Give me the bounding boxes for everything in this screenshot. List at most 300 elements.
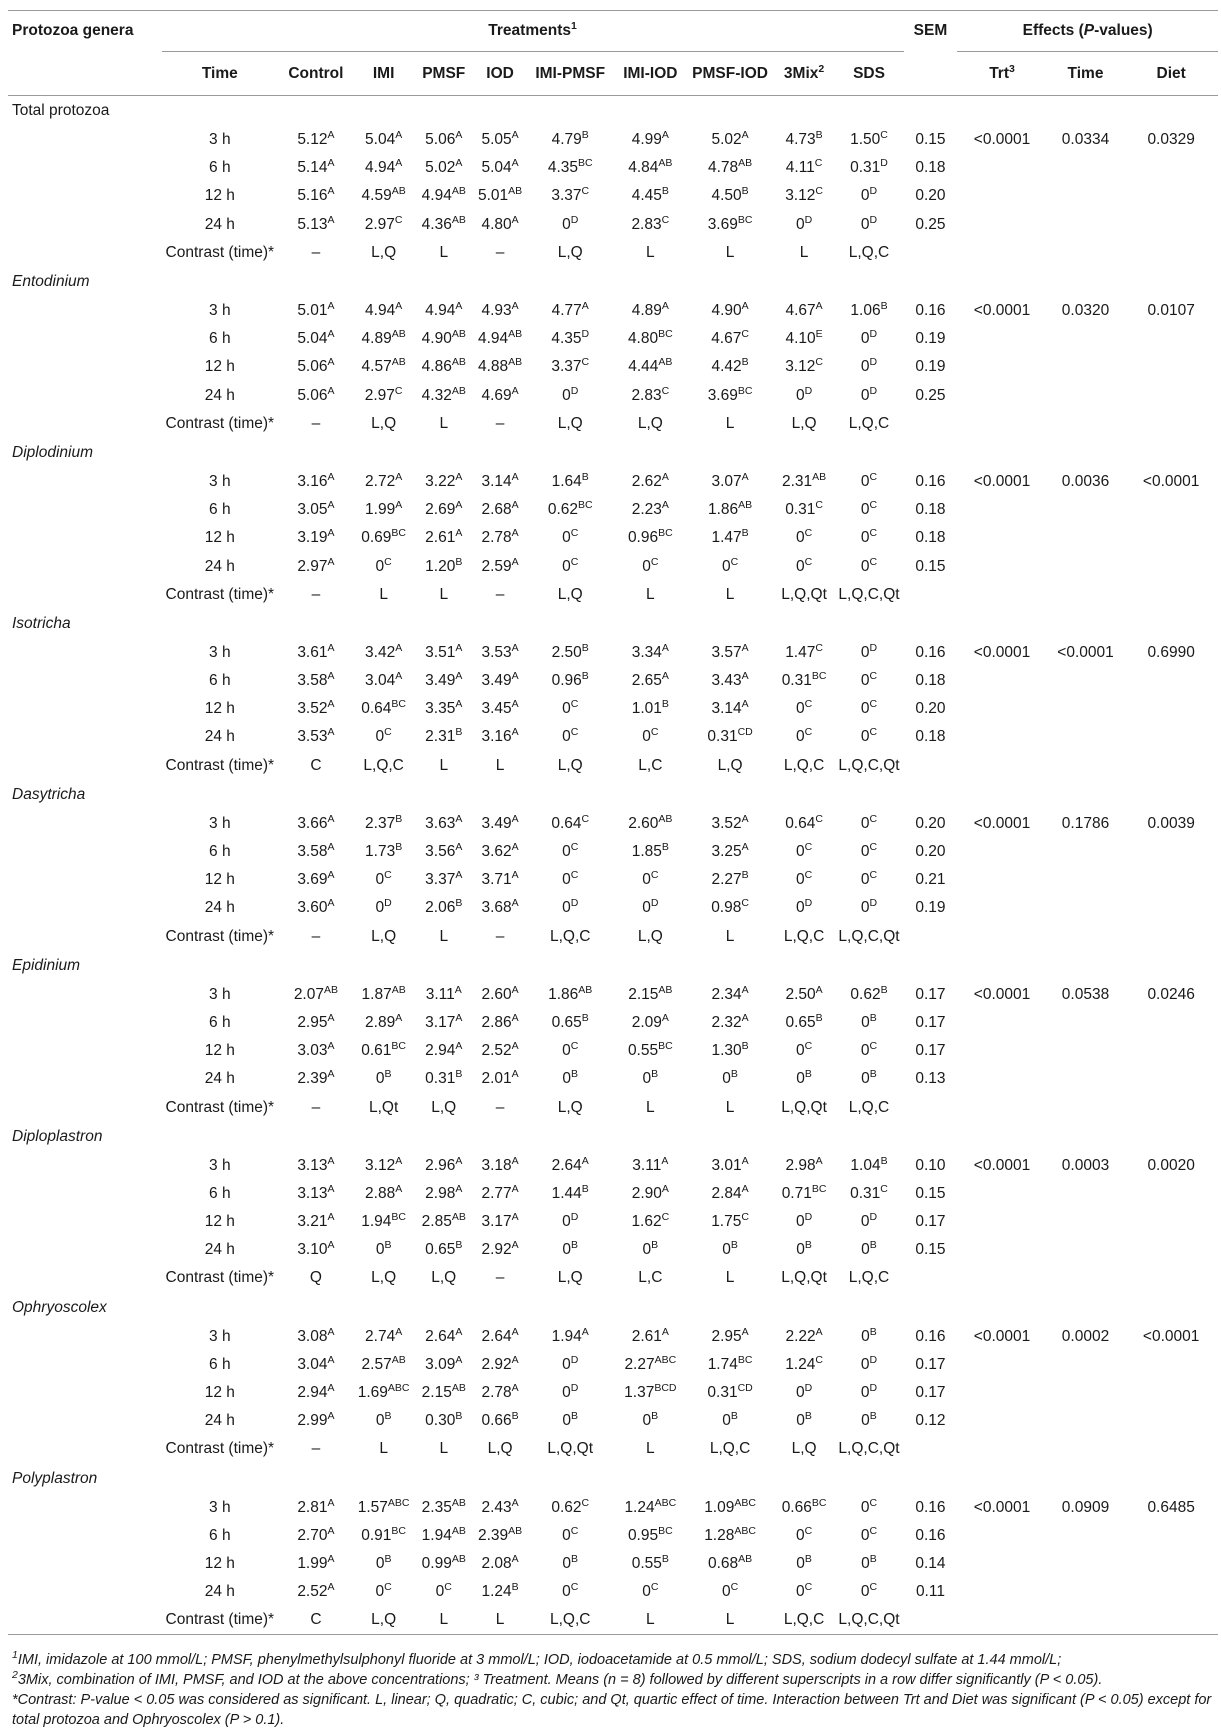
value-mean: 1.24: [481, 1583, 512, 1601]
row-spacer: [8, 1236, 162, 1264]
empty-cell: [1124, 752, 1218, 780]
value-superscript: A: [511, 869, 519, 882]
value-superscript: A: [327, 726, 335, 739]
value-mean: 3.37: [551, 358, 582, 376]
value-mean: 3.04: [297, 1355, 328, 1373]
value-cell: [614, 353, 686, 381]
value-cell: [414, 297, 474, 325]
value-superscript: B: [741, 869, 749, 882]
value-superscript: C: [804, 698, 813, 711]
empty-cell: [957, 723, 1046, 751]
value-cell: [614, 182, 686, 210]
value-superscript: C: [804, 527, 813, 540]
sem-cell: 0.15: [915, 1184, 946, 1202]
row-spacer: [8, 1264, 162, 1292]
value-superscript: B: [581, 1182, 589, 1195]
group-row: [8, 609, 1218, 639]
contrast-cell: L: [725, 585, 735, 603]
value-cell: [614, 1152, 686, 1180]
contrast-cell: L,Q,C: [783, 756, 825, 774]
contrast-cell: L,Q: [371, 927, 397, 945]
value-superscript: B: [571, 1239, 579, 1252]
value-cell: [414, 1494, 474, 1522]
value-mean: 2.99: [297, 1412, 328, 1430]
empty-cell: [1047, 752, 1125, 780]
empty-cell: [1047, 866, 1125, 894]
value-cell: [278, 981, 354, 1009]
value-cell: [774, 154, 835, 182]
value-mean: 3.52: [297, 700, 328, 718]
value-mean: 2.06: [425, 899, 456, 917]
empty-cell: [957, 866, 1046, 894]
value-mean: 4.69: [481, 386, 512, 404]
contrast-cell: L,Q,C: [709, 1440, 751, 1458]
table-row: [8, 182, 1218, 210]
empty-cell: [957, 353, 1046, 381]
value-cell: [474, 1065, 526, 1093]
row-spacer: [8, 353, 162, 381]
p-trt-cell: <0.0001: [973, 1156, 1031, 1174]
value-cell: [474, 126, 526, 154]
value-superscript: A: [327, 1382, 335, 1395]
empty-cell: [957, 239, 1046, 267]
sem-cell: 0.19: [915, 330, 946, 348]
value-superscript: D: [581, 328, 590, 341]
value-mean: 0: [795, 700, 805, 718]
value-mean: 3.17: [425, 1013, 456, 1031]
value-mean: 0: [562, 1213, 571, 1231]
contrast-row: [8, 1606, 1218, 1635]
sem-cell: 0.16: [915, 472, 946, 490]
value-superscript: C: [581, 812, 590, 825]
table-row: [8, 496, 1218, 524]
value-mean: 3.49: [481, 672, 512, 690]
value-cell: [278, 126, 354, 154]
value-mean: 2.78: [481, 1384, 512, 1402]
value-superscript: A: [327, 1068, 335, 1081]
value-cell: [414, 723, 474, 751]
value-cell: [414, 552, 474, 580]
value-superscript: ABC: [734, 1496, 756, 1509]
sem-cell: 0.15: [915, 1241, 946, 1259]
value-mean: 0: [860, 1583, 870, 1601]
value-cell: [834, 723, 903, 751]
value-mean: 0: [562, 1583, 571, 1601]
value-cell: [834, 1065, 903, 1093]
value-cell: [278, 695, 354, 723]
time-cell: 6 h: [209, 843, 231, 861]
value-cell: [474, 866, 526, 894]
value-mean: 0: [562, 386, 571, 404]
contrast-cell: L: [439, 585, 449, 603]
empty-cell: [1047, 325, 1125, 353]
value-mean: 0: [860, 215, 870, 233]
value-mean: 0: [642, 1070, 652, 1088]
value-cell: [686, 353, 773, 381]
value-cell: [774, 1522, 835, 1550]
time-cell: 6 h: [209, 501, 231, 519]
value-cell: [354, 866, 414, 894]
value-cell: [686, 297, 773, 325]
contrast-cell: L: [474, 1606, 526, 1635]
value-superscript: C: [650, 726, 659, 739]
value-cell: [614, 1550, 686, 1578]
value-mean: 2.62: [631, 472, 662, 490]
contrast-cell: L,Q: [791, 1440, 817, 1458]
value-cell: [354, 468, 414, 496]
contrast-row: [8, 410, 1218, 438]
value-mean: 3.14: [711, 700, 742, 718]
contrast-label: Contrast (time)*: [165, 1269, 275, 1287]
value-superscript: A: [327, 1154, 335, 1167]
value-mean: 0.95: [627, 1526, 659, 1544]
value-superscript: B: [384, 1410, 392, 1423]
value-superscript: B: [651, 1410, 659, 1423]
value-superscript: B: [741, 1040, 749, 1053]
footnotes: [12, 1650, 1212, 1730]
value-cell: [526, 1065, 614, 1093]
value-superscript: A: [455, 698, 463, 711]
value-mean: 0: [642, 1412, 652, 1430]
value-mean: 4.67: [785, 302, 816, 320]
value-cell: [474, 382, 526, 410]
value-mean: 0.65: [551, 1013, 582, 1031]
empty-cell: [1047, 1550, 1125, 1578]
value-cell: [414, 382, 474, 410]
value-superscript: C: [444, 1581, 452, 1594]
value-cell: [774, 1152, 835, 1180]
value-mean: 4.84: [628, 159, 659, 177]
value-mean: 3.01: [711, 1156, 742, 1174]
value-superscript: A: [511, 1154, 519, 1167]
row-spacer: [8, 923, 162, 951]
contrast-label: Contrast (time)*: [165, 414, 275, 432]
genus-name: Total protozoa: [12, 102, 110, 119]
contrast-cell: L,Q,C,Qt: [834, 1606, 903, 1635]
value-mean: 0: [642, 899, 651, 917]
value-cell: [278, 182, 354, 210]
contrast-cell: L: [646, 243, 655, 261]
table-row: [8, 1379, 1218, 1407]
value-mean: 5.12: [297, 131, 328, 149]
contrast-cell: L: [725, 243, 735, 261]
value-mean: 0.61: [361, 1042, 392, 1060]
col-pmsf: PMSF: [422, 64, 466, 82]
value-superscript: C: [869, 555, 878, 568]
value-mean: 4.86: [421, 358, 452, 376]
contrast-cell: –: [495, 1098, 505, 1116]
value-mean: 0: [860, 1526, 870, 1544]
value-mean: 3.53: [481, 643, 512, 661]
value-cell: [834, 838, 903, 866]
value-mean: 0: [562, 1412, 572, 1430]
value-superscript: A: [741, 670, 749, 683]
empty-cell: [957, 552, 1046, 580]
value-superscript: B: [815, 129, 823, 142]
empty-cell: [1047, 723, 1125, 751]
row-spacer: [8, 981, 162, 1009]
value-cell: [278, 1407, 354, 1435]
value-superscript: B: [455, 897, 463, 910]
value-cell: [834, 325, 903, 353]
value-superscript: BC: [658, 1040, 673, 1053]
value-superscript: C: [804, 1040, 813, 1053]
value-cell: [414, 894, 474, 922]
value-cell: [614, 1180, 686, 1208]
value-superscript: A: [661, 129, 669, 142]
value-superscript: A: [511, 129, 519, 142]
value-cell: [774, 353, 835, 381]
value-superscript: A: [395, 670, 403, 683]
empty-cell: [957, 923, 1046, 951]
sem-cell: 0.20: [915, 187, 946, 205]
value-mean: 4.90: [421, 330, 452, 348]
value-mean: 2.61: [425, 529, 456, 547]
row-spacer: [8, 810, 162, 838]
value-superscript: BC: [391, 527, 407, 540]
value-cell: [774, 468, 835, 496]
value-mean: 3.69: [707, 386, 738, 404]
genus-name: Diplodinium: [12, 443, 93, 461]
row-spacer: [8, 838, 162, 866]
value-cell: [774, 1208, 835, 1236]
contrast-row: [8, 581, 1218, 609]
value-mean: 0: [861, 1412, 870, 1430]
protozoa-table: [8, 10, 1218, 1635]
value-mean: 2.86: [481, 1013, 512, 1031]
value-superscript: A: [741, 812, 749, 825]
value-cell: [414, 639, 474, 667]
value-cell: [354, 1407, 414, 1435]
empty-cell: [1047, 1578, 1125, 1606]
value-cell: [278, 1236, 354, 1264]
value-cell: [774, 639, 835, 667]
value-mean: 3.51: [425, 643, 456, 661]
value-cell: [834, 182, 903, 210]
time-cell: 24 h: [204, 1070, 235, 1088]
value-mean: 0.30: [425, 1412, 456, 1430]
value-mean: 3.45: [481, 700, 512, 718]
value-cell: [686, 1323, 773, 1351]
value-mean: 0: [722, 1241, 731, 1259]
value-superscript: B: [395, 841, 403, 854]
value-superscript: A: [454, 983, 462, 996]
value-cell: [354, 1180, 414, 1208]
empty-cell: [957, 1009, 1046, 1037]
value-cell: [526, 894, 614, 922]
col-sds: SDS: [853, 64, 885, 82]
time-cell: 6 h: [209, 159, 231, 177]
value-superscript: A: [661, 1011, 669, 1024]
table-row: [8, 838, 1218, 866]
value-superscript: D: [869, 328, 878, 341]
value-mean: 4.42: [711, 358, 742, 376]
value-mean: 2.57: [361, 1355, 392, 1373]
value-cell: [834, 552, 903, 580]
empty-cell: [904, 1264, 958, 1292]
time-cell: 3 h: [209, 1156, 231, 1174]
value-mean: 1.64: [551, 472, 582, 490]
value-cell: [278, 667, 354, 695]
empty-cell: [1047, 382, 1125, 410]
empty-cell: [957, 1578, 1046, 1606]
value-cell: [614, 810, 686, 838]
value-cell: [686, 524, 773, 552]
value-superscript: A: [327, 1182, 335, 1195]
value-superscript: D: [880, 157, 888, 170]
value-mean: 4.10: [785, 330, 816, 348]
contrast-cell: L,Q,C: [783, 927, 825, 945]
value-mean: 0.69: [361, 529, 392, 547]
sem-cell: 0.15: [915, 131, 946, 149]
table-row: [8, 1407, 1218, 1435]
value-superscript: AB: [323, 983, 338, 996]
value-cell: [526, 1236, 614, 1264]
value-mean: 0.68: [707, 1554, 739, 1572]
value-superscript: AB: [578, 983, 593, 996]
value-superscript: A: [395, 1325, 403, 1338]
value-cell: [834, 353, 903, 381]
value-mean: 0: [721, 557, 731, 575]
empty-cell: [1124, 1550, 1218, 1578]
time-cell: 12 h: [204, 187, 235, 205]
value-cell: [774, 1379, 835, 1407]
value-superscript: A: [327, 129, 335, 142]
value-cell: [278, 1037, 354, 1065]
value-mean: 4.11: [785, 159, 815, 177]
footnote-1: $^1$IMI, imidazole at 100 mmol/L; PMSF, phenylmethylsulphonyl fluoride at 3 mmol/L; IOD, iodoacetamide at 0.5 mmol/L; SDS, sodium dodecyl sulfate at 1.44 mmol/L;: [12, 1649, 1062, 1668]
empty-cell: [904, 923, 958, 951]
value-cell: [278, 468, 354, 496]
contrast-row: [8, 752, 1218, 780]
empty-cell: [904, 239, 958, 267]
value-cell: [834, 866, 903, 894]
value-cell: [474, 325, 526, 353]
value-mean: 2.83: [631, 386, 662, 404]
value-cell: [774, 1180, 835, 1208]
empty-cell: [957, 1351, 1046, 1379]
value-cell: [686, 838, 773, 866]
value-cell: [526, 353, 614, 381]
value-cell: [526, 552, 614, 580]
value-mean: 1.86: [548, 985, 579, 1003]
empty-cell: [1124, 353, 1218, 381]
value-superscript: AB: [451, 328, 466, 341]
value-superscript: B: [741, 527, 749, 540]
value-cell: [414, 1180, 474, 1208]
value-mean: 0: [562, 529, 571, 547]
row-spacer: [8, 1009, 162, 1037]
value-mean: 3.10: [297, 1241, 328, 1259]
value-cell: [414, 154, 474, 182]
contrast-cell: L,Q: [557, 756, 583, 774]
table-row: [8, 866, 1218, 894]
empty-cell: [1047, 1522, 1125, 1550]
value-superscript: B: [741, 185, 749, 198]
value-superscript: B: [730, 1410, 738, 1423]
header-row-1: [8, 11, 1218, 52]
col-iod: IOD: [486, 64, 514, 82]
value-mean: 5.04: [297, 330, 328, 348]
empty-cell: [1124, 1379, 1218, 1407]
row-spacer: [8, 1208, 162, 1236]
value-mean: 3.04: [365, 672, 396, 690]
value-cell: [686, 1351, 773, 1379]
value-cell: [614, 126, 686, 154]
value-superscript: A: [327, 499, 335, 512]
sem-cell: 0.13: [915, 1070, 946, 1088]
contrast-cell: L,Q,C: [848, 1269, 890, 1287]
row-spacer: [8, 1494, 162, 1522]
value-mean: 0: [375, 1583, 385, 1601]
sem-cell: 0.25: [915, 386, 946, 404]
value-cell: [686, 325, 773, 353]
time-cell: 3 h: [209, 472, 231, 490]
value-cell: [278, 325, 354, 353]
value-superscript: A: [327, 356, 335, 369]
empty-cell: [957, 1606, 1046, 1635]
value-superscript: C: [869, 1040, 878, 1053]
value-cell: [834, 1494, 903, 1522]
row-spacer: [8, 752, 162, 780]
value-cell: [278, 1522, 354, 1550]
row-spacer: [8, 1550, 162, 1578]
value-mean: 2.52: [481, 1042, 512, 1060]
value-superscript: AB: [812, 470, 827, 483]
row-spacer: [8, 1522, 162, 1550]
value-cell: [834, 894, 903, 922]
value-cell: [354, 981, 414, 1009]
value-cell: [686, 211, 773, 239]
empty-cell: [1124, 1236, 1218, 1264]
value-cell: [834, 297, 903, 325]
sem-cell: 0.17: [915, 1384, 946, 1402]
value-mean: 2.60: [628, 814, 659, 832]
value-superscript: BC: [811, 1496, 827, 1509]
value-superscript: A: [511, 213, 519, 226]
value-mean: 2.27: [711, 871, 742, 889]
row-spacer: [8, 524, 162, 552]
value-superscript: D: [804, 384, 813, 397]
value-superscript: C: [570, 1581, 579, 1594]
contrast-cell: L,Q: [557, 1269, 583, 1287]
contrast-cell: L,Q: [791, 414, 817, 432]
value-superscript: A: [327, 1211, 335, 1224]
value-superscript: AB: [508, 185, 523, 198]
value-cell: [686, 981, 773, 1009]
sem-cell: 0.20: [915, 700, 946, 718]
table-row: [8, 382, 1218, 410]
value-mean: 2.43: [481, 1498, 512, 1516]
value-superscript: C: [661, 213, 670, 226]
value-mean: 0: [562, 700, 571, 718]
table-row: [8, 1152, 1218, 1180]
row-spacer: [8, 211, 162, 239]
value-mean: 3.12: [785, 187, 816, 205]
value-cell: [774, 382, 835, 410]
value-cell: [474, 1407, 526, 1435]
contrast-cell: L,C: [638, 756, 663, 774]
empty-cell: [957, 1550, 1046, 1578]
value-superscript: C: [804, 869, 813, 882]
value-cell: [414, 1578, 474, 1606]
value-superscript: A: [581, 300, 589, 313]
contrast-cell: L,Q,Qt: [781, 1269, 827, 1287]
value-superscript: AB: [658, 157, 673, 170]
value-mean: 0.96: [627, 529, 659, 547]
contrast-cell: –: [495, 585, 505, 603]
value-mean: 4.94: [425, 302, 456, 320]
